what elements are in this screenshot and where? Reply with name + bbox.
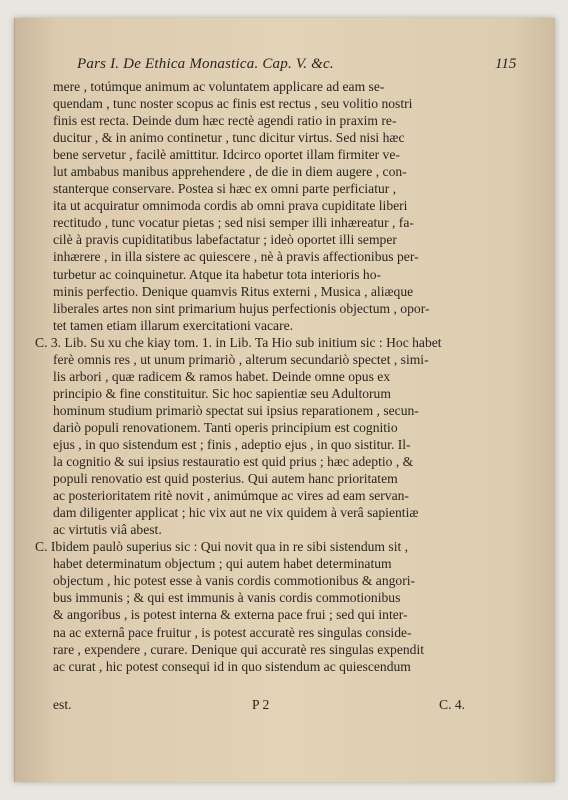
text-line: finis est recta. Deinde dum hæc rectè agendi ratio in praxim re- [53, 113, 397, 129]
text-line: rare , expendere , curare. Denique qui accuratè res singulas expendit [53, 641, 425, 657]
text-line: na ac externâ pace fruitur , is potest accuratè res singulas conside- [53, 624, 412, 640]
text-line: dariò populi renovationem. Tanti operis principium est cognitio [53, 419, 398, 435]
text-line: minis perfectio. Denique quamvis Ritus externi , Musica , aliæque [53, 283, 414, 299]
running-title: Pars I. De Ethica Monastica. Cap. V. &c. [77, 56, 334, 72]
text-line: mere , totúmque animum ac voluntatem applicare ad eam se- [53, 79, 385, 94]
catchword: C. 4. [439, 697, 466, 712]
final-word: est. [53, 697, 72, 712]
text-line: C. 3. Lib. Su xu che kiay tom. 1. in Lib. Ta Hio sub initium sic : Hoc habet [35, 334, 442, 350]
book-page [14, 18, 555, 782]
text-line: & angoribus , is potest interna & externa pace frui ; sed qui inter- [53, 607, 408, 623]
text-line: cilè à pravis cupiditatibus labefactatur ; ideò oportet illi semper [53, 232, 397, 248]
text-line: ducitur , & in animo continetur , tunc dicitur virtus. Sed nisi hæc [53, 130, 405, 146]
text-line: ejus , in quo sistendum est ; finis , adeptio ejus , in quo sistitur. Il- [53, 436, 411, 452]
text-line: liberales artes non sint primarium hujus perfectionis objectum , opor- [53, 300, 430, 316]
text-line: C. Ibidem paulò superius sic : Qui novit qua in re sibi sistendum sit , [35, 539, 409, 555]
text-line: principio & fine constituitur. Sic hoc sapientiæ seu Adultorum [53, 385, 391, 401]
text-line: lis arbori , quæ radicem & ramos habet. Deinde omne opus ex [53, 368, 391, 384]
text-line: tet tamen etiam illarum exercitationi vacare. [53, 317, 294, 333]
text-line: bene servetur , facilè amittitur. Idcirco oportet illam firmiter ve- [53, 147, 400, 163]
text-line: ita ut acquiratur omnimoda cordis ab omni prava cupiditate liberi [53, 198, 408, 214]
text-line: quendam , tunc noster scopus ac finis est rectus , seu volitio nostri [53, 96, 413, 112]
text-line: habet determinatum objectum ; qui autem habet determinatum [53, 556, 392, 572]
text-line: lut ambabus manibus apprehendere , de die in diem augere , con- [53, 164, 407, 180]
text-line: objectum , hic potest esse à vanis cordis commotionibus & angori- [53, 573, 416, 589]
text-line: bus immunis ; & qui est immunis à vanis cordis commotionibus [53, 590, 401, 606]
text-line: ferè omnis res , ut unum primariò , alterum secundariò spectet , simi- [53, 351, 429, 367]
body-text [35, 78, 505, 675]
text-line: inhærere , in illa sistere ac quiescere , nè à pravis affectionibus per- [53, 249, 419, 265]
text-line: hominum studium primariò spectat sui ipsius reparationem , secun- [53, 402, 419, 418]
page-number: 115 [495, 56, 517, 72]
text-line: dam diligenter applicat ; hic vix aut ne vix quidem à verâ sapientiæ [53, 505, 419, 521]
text-line: rectitudo , tunc vocatur pietas ; sed nisi semper illi inhæreatur , fa- [53, 215, 414, 231]
text-line: ac posterioritatem ritè novit , animúmque ac vires ad eam servan- [53, 488, 409, 504]
text-line: stanterque conservare. Postea si hæc ex omni parte perficiatur , [53, 181, 397, 197]
text-line: populi renovatio est quid posterius. Qui autem hanc prioritatem [53, 471, 398, 487]
text-line: ac virtutis viâ abest. [53, 522, 162, 538]
signature-mark: P 2 [252, 697, 270, 712]
text-line: turbetur ac coinquinetur. Atque ita habetur tota interioris ho- [53, 266, 382, 282]
text-line: la cognitio & sui ipsius restauratio est quid prius ; hæc adeptio , & [53, 454, 414, 470]
page-footer [15, 697, 555, 714]
text-line: ac curat , hic potest consequi id in quo sistendum ac quiescendum [53, 658, 411, 674]
